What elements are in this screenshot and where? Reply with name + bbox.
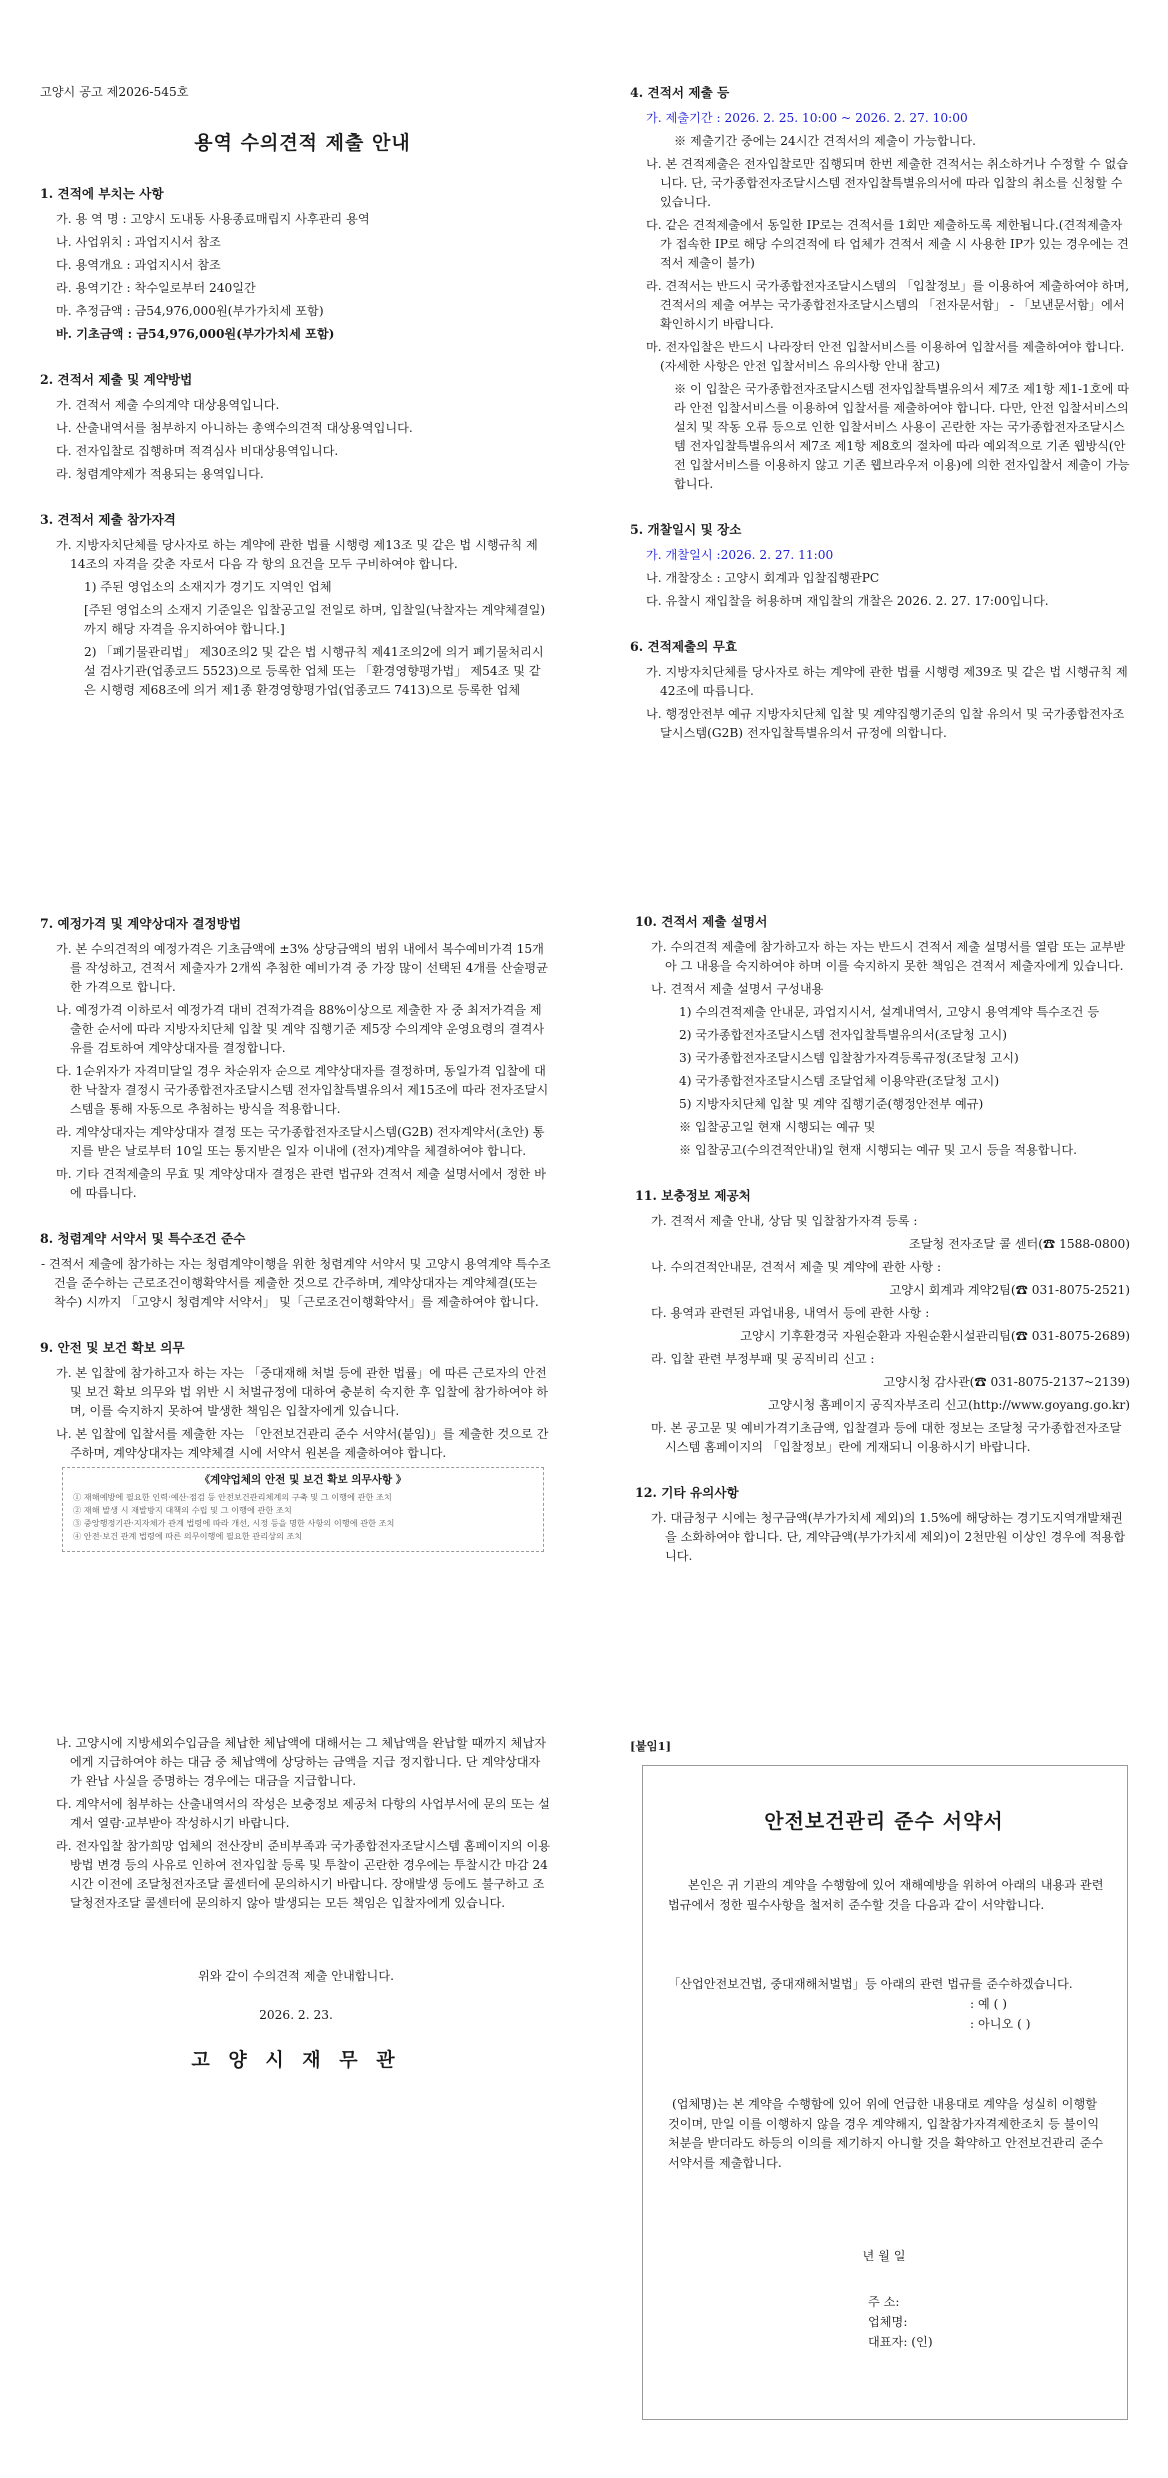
paragraph: 4) 국가종합전자조달시스템 조달업체 이용약관(조달청 고시) [679, 1074, 1000, 1088]
page1-left-column [40, 184, 552, 704]
section-gap [635, 1164, 1130, 1186]
pledge-para-3: (업체명)는 본 계약을 수행함에 있어 위에 언급한 내용대로 계약을 성실히 이행할 것이며, 만일 이를 이행하지 않을 경우 계약해지, 입찰참가자격제한조치 등 불이익 처분을 받더라도 하등의 이의를 제기하지 아니할 것을 확약하고 안전보건관리 준수서약서를 제출합니다. [668, 2097, 1104, 2170]
paragraph: 라. 용역기간 : 착수일로부터 240일간 [56, 281, 256, 295]
paragraph: 라. 계약상대자는 계약상대자 결정 또는 국가종합전자조달시스템(G2B) 전자계약서(초안) 통지를 받은 날로부터 10일 또는 통지받은 일자 이내에 (전자)계약을 체결하여야 합니다. [56, 1125, 545, 1158]
paragraph: 가. 지방자치단체를 당사자로 하는 계약에 관한 법률 시행령 제39조 및 같은 법 시행규칙 제42조에 따릅니다. [646, 665, 1128, 698]
paragraph: 라. 전자입찰 참가희망 업체의 전산장비 준비부족과 국가종합전자조달시스템 홈페이지의 이용방법 변경 등의 사유로 인하여 전자입찰 등록 및 투찰이 곤란한 경우에는 투찰시간 마감 24시간 이전에 조달청전자조달 콜센터에 문의하시기 바랍니다. 장애발생 등에도 불구하고 조달청전자조달 콜센터에 문의하지 않아 발생되는 모든 책임은 입찰자에게 있습니다. [56, 1839, 551, 1910]
section-gap [40, 488, 552, 510]
pledge-company: 업체명: [868, 2315, 908, 2329]
paragraph: 나. 본 견적제출은 전자입찰로만 집행되며 한번 제출한 견적서는 취소하거나 수정할 수 없습니다. 단, 국가종합전자조달시스템 전자입찰특별유의서에 따라 입찰의 취소를 신청할 수 있습니다. [646, 157, 1129, 209]
paragraph: 나. 수의견적안내문, 견적서 제출 및 계약에 관한 사항 : [651, 1260, 942, 1274]
pledge-para-1: 본인은 귀 기관의 계약을 수행함에 있어 재해예방을 위하여 아래의 내용과 관련 법규에서 정한 필수사항을 철저히 준수할 것을 다음과 같이 서약합니다. [668, 1878, 1104, 1912]
section-heading: 6. 견적제출의 무효 [630, 639, 738, 654]
pledge-date-line: 년 월 일 [862, 2249, 906, 2263]
paragraph: 나. 본 입찰에 입찰서를 제출한 자는 「안전보건관리 준수 서약서(붙임)」를 제출한 것으로 간주하며, 계약상대자는 계약체결 시에 서약서 원본을 제출하여야 합니다. [56, 1427, 549, 1460]
paragraph: 라. 청렴계약제가 적용되는 용역입니다. [56, 467, 264, 481]
section-gap [635, 1461, 1130, 1483]
section-gap [630, 498, 1130, 520]
closing-text: 위와 같이 수의견적 제출 안내합니다. [198, 1969, 394, 1983]
pledge-title: 안전보건관리 준수 서약서 [764, 1809, 1004, 1833]
paragraph: 가. 개찰일시 :2026. 2. 27. 11:00 [646, 548, 834, 562]
notice-number: 고양시 공고 제2026-545호 [40, 85, 189, 99]
paragraph: 다. 같은 견적제출에서 동일한 IP로는 견적서를 1회만 제출하도록 제한됩니다.(견적제출자가 접속한 IP로 해당 수의견적에 타 업체가 견적서 제출 시 사용한 IP가 있는 경우에는 견적서 제출이 불가) [646, 218, 1129, 270]
paragraph: 나. 고양시에 지방세외수입금을 체납한 체납액에 대해서는 그 체납액을 완납할 때까지 체납자에게 지급하여야 하는 대금 중 체납액에 상당하는 금액을 지급 정지합니다. 단 계약상대자가 완납 사실을 증명하는 경우에는 대금을 지급합니다. [56, 1736, 546, 1788]
paragraph: ※ 이 입찰은 국가종합전자조달시스템 전자입찰특별유의서 제7조 제1항 제1-1호에 따라 안전 입찰서비스를 이용하여 입찰서를 제출하여야 합니다. 다만, 안전 입찰서비스의 설치 및 작동 오류 등으로 인한 입찰서비스 사용이 곤란한 자는 국가종합전자조달시스템 전자입찰특별유의서 제7조 제1항 제8호의 절차에 따라 예외적으로 기존 웹방식(안전 입찰서비스를 이용하지 않고 기존 웹브라우저 이용)에 의한 전자입찰서 제출이 가능합니다. [674, 382, 1130, 491]
paragraph: 다. 용역개요 : 과업지시서 참조 [56, 258, 221, 272]
section-gap [630, 615, 1130, 637]
paragraph: 2) 국가종합전자조달시스템 전자입찰특별유의서(조달청 고시) [679, 1028, 1007, 1042]
safety-obligations-box [62, 1467, 544, 1552]
safety-obligation-item: ② 재해 발생 시 재발방지 대책의 수립 및 그 이행에 관한 조치 [73, 1505, 292, 1515]
paragraph: 라. 견적서는 반드시 국가종합전자조달시스템의 「입찰정보」를 이용하여 제출하여야 하며, 견적서의 제출 여부는 국가종합전자조달시스템의 「전자문서함」 - 「보낸문서함」에서 확인하시기 바랍니다. [646, 279, 1130, 331]
paragraph: 마. 본 공고문 및 예비가격기초금액, 입찰결과 등에 대한 정보는 조달청 국가종합전자조달시스템 홈페이지의 「입찰정보」란에 게재되니 이용하시기 바랍니다. [651, 1421, 1122, 1454]
paragraph: 나. 견적서 제출 설명서 구성내용 [651, 982, 824, 996]
section-gap [40, 348, 552, 370]
paragraph: 가. 용 역 명 : 고양시 도내동 사용종료매립지 사후관리 용역 [56, 212, 370, 226]
paragraph: 마. 추정금액 : 금54,976,000원(부가가치세 포함) [56, 304, 324, 318]
section-heading: 4. 견적서 제출 등 [630, 85, 730, 100]
paragraph: 마. 전자입찰은 반드시 나라장터 안전 입찰서비스를 이용하여 입찰서를 제출하여야 합니다.(자세한 사항은 안전 입찰서비스 유의사항 안내 참고) [646, 340, 1125, 373]
section-heading: 11. 보충정보 제공처 [635, 1188, 751, 1203]
paragraph: 다. 전자입찰로 집행하며 적격심사 비대상용역입니다. [56, 444, 339, 458]
page1-right-column [630, 83, 1130, 747]
page3-left-column [40, 1734, 552, 1917]
paragraph: 나. 예정가격 이하로서 예정가격 대비 견적가격을 88%이상으로 제출한 자 중 최저가격을 제출한 순서에 따라 지방자치단체 입찰 및 계약 집행기준 제5장 수의계약 운영요령의 결격사유를 검토하여 계약상대자를 결정합니다. [56, 1003, 545, 1055]
page-2 [0, 870, 1168, 1690]
page-1 [0, 0, 1168, 870]
paragraph: 나. 사업위치 : 과업지시서 참조 [56, 235, 221, 249]
issuer-name: 고 양 시 재 무 관 [191, 2049, 401, 2071]
paragraph: 다. 용역과 관련된 과업내용, 내역서 등에 관한 사항 : [651, 1306, 930, 1320]
safety-obligation-item: ① 재해예방에 필요한 인력·예산·점검 등 안전보건관리체계의 구축 및 그 이행에 관한 조치 [73, 1492, 392, 1502]
paragraph: 다. 계약서에 첨부하는 산출내역서의 작성은 보충정보 제공처 다항의 사업부서에 문의 또는 설계서 열람·교부받아 작성하시기 바랍니다. [56, 1797, 550, 1830]
paragraph: 고양시 기후환경국 자원순환과 자원순환시설관리팀(☎ 031-8075-2689) [740, 1329, 1130, 1343]
paragraph: 가. 제출기간 : 2026. 2. 25. 10:00 ~ 2026. 2. 27. 10:00 [646, 111, 968, 125]
paragraph: 나. 개찰장소 : 고양시 회계과 입찰집행관PC [646, 571, 880, 585]
paragraph: 가. 지방자치단체를 당사자로 하는 계약에 관한 법률 시행령 제13조 및 같은 법 시행규칙 제14조의 자격을 갖춘 자로서 다음 각 항의 요건을 모두 구비하여야 합니다. [56, 538, 538, 571]
pledge-no-option: : 아니오 ( ) [970, 2017, 1031, 2031]
section-heading: 8. 청렴계약 서약서 및 특수조건 준수 [40, 1231, 246, 1246]
paragraph: 고양시청 감사관(☎ 031-8075-2137~2139) [883, 1375, 1130, 1389]
paragraph: 바. 기초금액 : 금54,976,000원(부가가치세 포함) [56, 327, 335, 341]
section-heading: 1. 견적에 부치는 사항 [40, 186, 164, 201]
paragraph: 2) 「폐기물관리법」 제30조의2 및 같은 법 시행규칙 제41조의2에 의거 폐기물처리시설 검사기관(업종코드 5523)으로 등록한 업체 또는 「환경영향평가법」 제54조 및 같은 시행령 제68조에 의거 제1종 환경영향평가업(업종코드 7413)으로 등록한 업체 [84, 645, 544, 697]
paragraph: 가. 대금청구 시에는 청구금액(부가가치세 제외)의 1.5%에 해당하는 경기도지역개발채권을 소화하여야 합니다. 단, 계약금액(부가가치세 제외)이 2천만원 이상인 경우에 적용합니다. [651, 1511, 1126, 1563]
section-heading: 9. 안전 및 보건 확보 의무 [40, 1340, 185, 1355]
section-heading: 7. 예정가격 및 계약상대자 결정방법 [40, 916, 242, 931]
paragraph: 1) 주된 영업소의 소재지가 경기도 지역인 업체 [84, 580, 332, 594]
paragraph: 5) 지방자치단체 입찰 및 계약 집행기준(행정안전부 예규) [679, 1097, 984, 1111]
paragraph: 나. 산출내역서를 첨부하지 아니하는 총액수의견적 대상용역입니다. [56, 421, 413, 435]
paragraph: 고양시청 홈페이지 공직자부조리 신고(http://www.goyang.go.kr) [768, 1398, 1130, 1412]
section-heading: 2. 견적서 제출 및 계약방법 [40, 372, 193, 387]
paragraph: 다. 유찰시 재입찰을 허용하며 재입찰의 개찰은 2026. 2. 27. 17:00입니다. [646, 594, 1049, 608]
safety-obligation-item: ④ 안전·보건 관계 법령에 따른 의무이행에 필요한 관리상의 조치 [73, 1531, 303, 1541]
paragraph: 나. 행정안전부 예규 지방자치단체 입찰 및 계약집행기준의 입찰 유의서 및 국가종합전자조달시스템(G2B) 전자입찰특별유의서 규정에 의합니다. [646, 707, 1125, 740]
paragraph: 다. 1순위자가 자격미달일 경우 차순위자 순으로 계약상대자를 결정하며, 동일가격 입찰에 대한 낙찰자 결정시 국가종합전자조달시스템 전자입찰특별유의서 제15조에 따라 전자조달시스템을 통해 자동으로 추첨하는 방식을 적용합니다. [56, 1064, 549, 1116]
section-gap [40, 1316, 552, 1338]
pledge-para-2: 「산업안전보건법, 중대재해처벌법」등 아래의 관련 법규를 준수하겠습니다. [668, 1977, 1073, 1991]
page2-right-column [635, 912, 1130, 1570]
section-gap [40, 1207, 552, 1229]
paragraph: - 견적서 제출에 참가하는 자는 청렴계약이행을 위한 청렴계약 서약서 및 고양시 용역계약 특수조건을 준수하는 근로조건이행확약서를 제출한 것으로 간주하며, 계약상대자는 계약체결(또는 착수) 시까지 「고양시 청렴계약 서약서」 및「근로조건이행확약서」를 제출하여야 합니다. [41, 1257, 551, 1309]
section-heading: 10. 견적서 제출 설명서 [635, 914, 768, 929]
paragraph: 가. 수의견적 제출에 참가하고자 하는 자는 반드시 견적서 제출 설명서를 열람 또는 교부받아 그 내용을 숙지하여야 하며 이를 숙지하지 못한 책임은 견적서 제출자에게 있습니다. [651, 940, 1126, 973]
pledge-address: 주 소: [868, 2295, 900, 2309]
section-heading: 12. 기타 유의사항 [635, 1485, 739, 1500]
safety-obligation-item: ③ 중앙행정기관·지자체가 관계 법령에 따라 개선, 시정 등을 명한 사항의 이행에 관한 조치 [73, 1518, 395, 1528]
paragraph: 고양시 회계과 계약2팀(☎ 031-8075-2521) [889, 1283, 1130, 1297]
paragraph: 라. 입찰 관련 부정부패 및 공직비리 신고 : [651, 1352, 875, 1366]
paragraph: 가. 본 입찰에 참가하고자 하는 자는 「중대재해 처벌 등에 관한 법률」에 따른 근로자의 안전 및 보건 확보 의무와 법 위반 시 처벌규정에 대하여 충분히 숙지한 후 입찰에 참가하여야 하며, 이를 숙지하지 못하여 발생한 책임은 입찰자에게 있습니다. [56, 1366, 549, 1418]
paragraph: 마. 기타 견적제출의 무효 및 계약상대자 결정은 관련 법규와 견적서 제출 설명서에서 정한 바에 따릅니다. [56, 1167, 546, 1200]
paragraph: 조달청 전자조달 콜 센터(☎ 1588-0800) [908, 1237, 1130, 1251]
paragraph: [주된 영업소의 소재지 기준일은 입찰공고일 전일로 하며, 입찰일(낙찰자는 계약체결일)까지 해당 자격을 유지하여야 합니다.] [84, 603, 546, 636]
notice-date: 2026. 2. 23. [259, 2008, 333, 2022]
paragraph: ※ 제출기간 중에는 24시간 견적서의 제출이 가능합니다. [674, 134, 977, 148]
section-heading: 5. 개찰일시 및 장소 [630, 522, 742, 537]
paragraph: 가. 견적서 제출 안내, 상담 및 입찰참가자격 등록 : [651, 1214, 918, 1228]
paragraph: 1) 수의견적제출 안내문, 과업지시서, 설계내역서, 고양시 용역계약 특수조건 등 [679, 1005, 1100, 1019]
pledge-representative: 대표자: (인) [868, 2335, 933, 2349]
paragraph: 3) 국가종합전자조달시스템 입찰참가자격등록규정(조달청 고시) [679, 1051, 1019, 1065]
paragraph: 가. 견적서 제출 수의계약 대상용역입니다. [56, 398, 280, 412]
page2-left-column [40, 914, 552, 1552]
paragraph: ※ 입찰공고일 현재 시행되는 예규 및 [679, 1120, 876, 1134]
section-heading: 3. 견적서 제출 참가자격 [40, 512, 176, 527]
safety-obligations-title: 《계약업체의 안전 및 보건 확보 의무사항 》 [199, 1474, 407, 1486]
document-title: 용역 수의견적 제출 안내 [194, 132, 411, 154]
attachment-label: [붙임1] [630, 1739, 672, 1753]
pledge-yes-option: : 예 ( ) [970, 1997, 1008, 2011]
paragraph: ※ 입찰공고(수의견적안내)일 현재 시행되는 예규 및 고시 등을 적용합니다. [679, 1143, 1077, 1157]
paragraph: 가. 본 수의견적의 예정가격은 기초금액에 ±3% 상당금액의 범위 내에서 복수예비가격 15개를 작성하고, 견적서 제출자가 2개씩 추첨한 예비가격 중 가장 많이 선택된 4개를 산술평균한 가격으로 합니다. [56, 942, 548, 994]
